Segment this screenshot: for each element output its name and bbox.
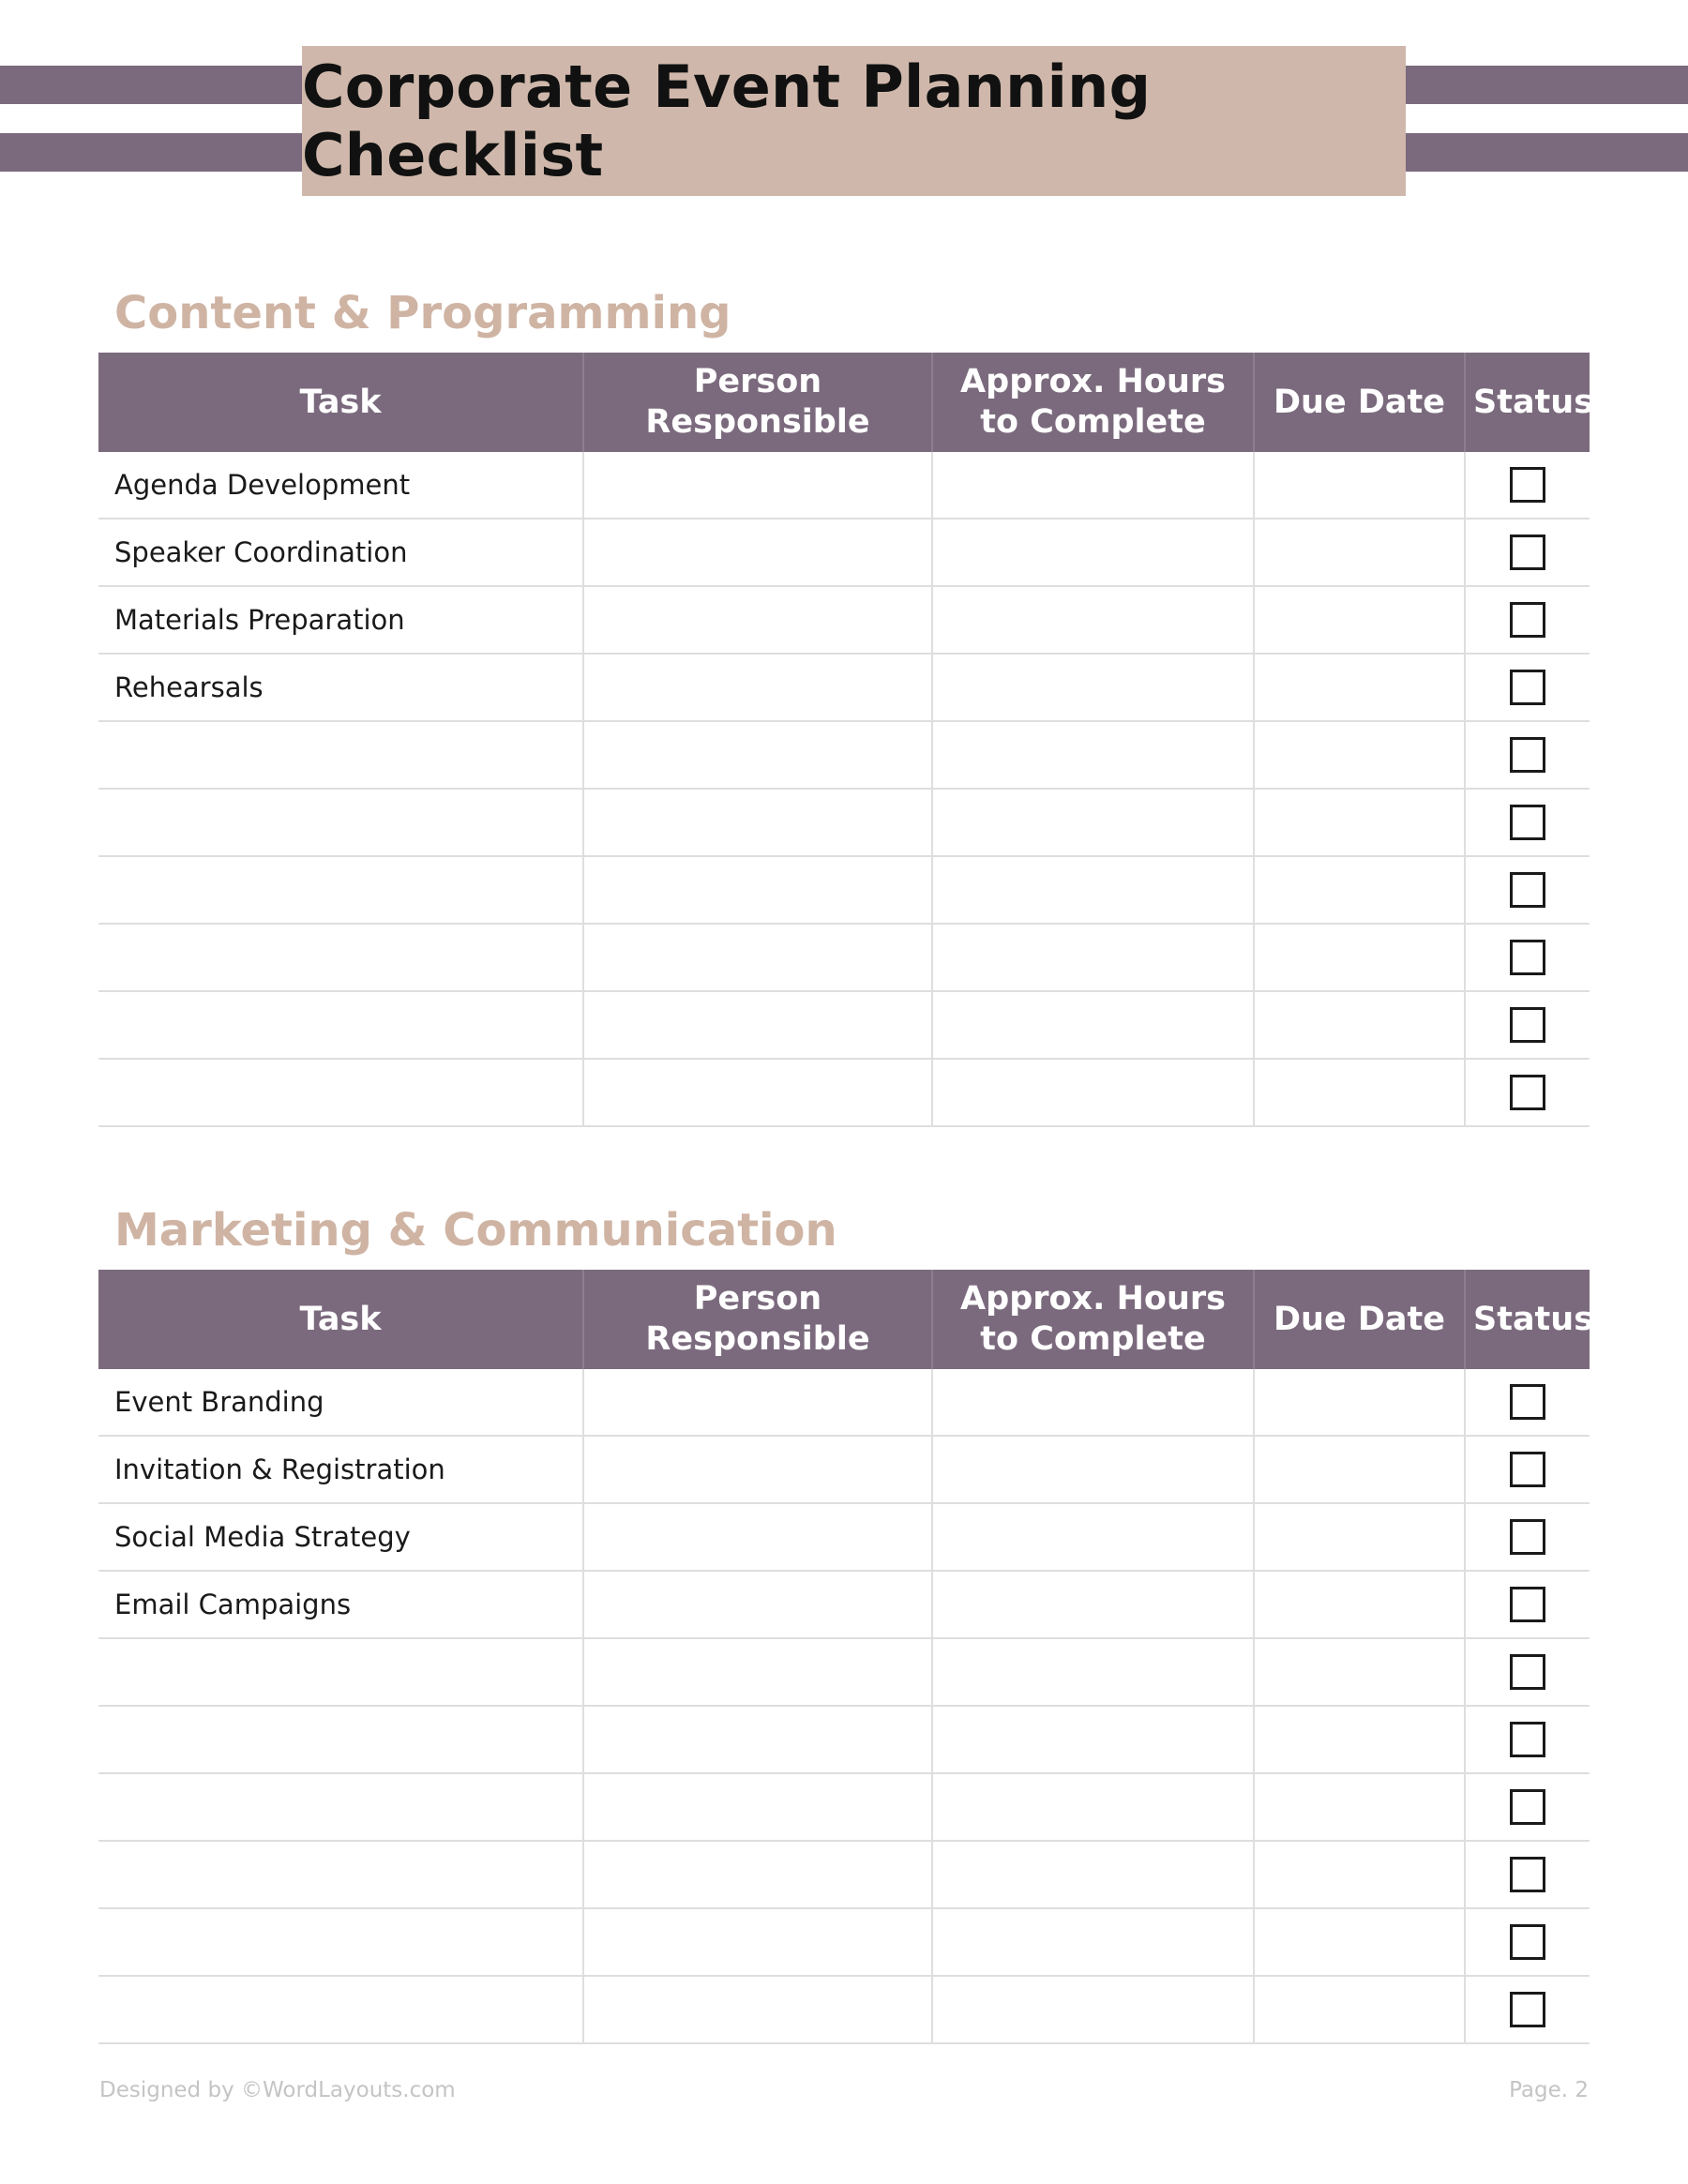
table-row	[98, 1369, 1590, 1436]
person-responsible-cell[interactable]	[583, 654, 932, 721]
table-row	[98, 1059, 1590, 1126]
status-cell	[1465, 1706, 1590, 1773]
status-checkbox[interactable]	[1510, 1007, 1545, 1043]
task-cell[interactable]	[98, 1638, 583, 1706]
status-checkbox[interactable]	[1510, 1519, 1545, 1555]
task-cell[interactable]	[98, 1059, 583, 1126]
status-checkbox[interactable]	[1510, 872, 1545, 908]
status-checkbox[interactable]	[1510, 1654, 1545, 1690]
due-date-cell[interactable]	[1254, 1773, 1465, 1841]
person-responsible-cell[interactable]	[583, 1976, 932, 2043]
status-cell	[1465, 654, 1590, 721]
approx-hours-cell[interactable]	[932, 721, 1254, 789]
checklist-table-content-programming	[98, 353, 1594, 1127]
due-date-cell[interactable]	[1254, 519, 1465, 586]
approx-hours-cell[interactable]	[932, 1841, 1254, 1908]
status-cell	[1465, 1369, 1590, 1436]
task-cell[interactable]: Rehearsals	[98, 654, 583, 721]
task-cell[interactable]: Invitation & Registration	[98, 1436, 583, 1503]
status-cell	[1465, 924, 1590, 991]
status-cell	[1465, 789, 1590, 856]
column-header-status: Status	[1465, 353, 1590, 452]
task-cell[interactable]	[98, 789, 583, 856]
approx-hours-cell[interactable]	[932, 991, 1254, 1059]
task-cell[interactable]: Social Media Strategy	[98, 1503, 583, 1571]
table-row	[98, 1436, 1590, 1503]
table-row	[98, 856, 1590, 924]
status-cell	[1465, 1436, 1590, 1503]
person-responsible-cell[interactable]	[583, 1706, 932, 1773]
status-checkbox[interactable]	[1510, 1452, 1545, 1487]
footer-credit: Designed by ©WordLayouts.com	[99, 2078, 456, 2102]
status-checkbox[interactable]	[1510, 1924, 1545, 1960]
approx-hours-cell[interactable]	[932, 519, 1254, 586]
column-header-person-responsible: Person Responsible	[583, 353, 932, 452]
person-responsible-cell[interactable]	[583, 1503, 932, 1571]
task-cell[interactable]: Agenda Development	[98, 452, 583, 519]
task-cell[interactable]	[98, 1706, 583, 1773]
due-date-cell[interactable]	[1254, 721, 1465, 789]
table-row	[98, 789, 1590, 856]
status-checkbox[interactable]	[1510, 670, 1545, 705]
due-date-cell[interactable]	[1254, 586, 1465, 654]
person-responsible-cell[interactable]	[583, 452, 932, 519]
due-date-cell[interactable]	[1254, 1059, 1465, 1126]
approx-hours-cell[interactable]	[932, 1706, 1254, 1773]
task-cell[interactable]	[98, 1976, 583, 2043]
status-checkbox[interactable]	[1510, 1384, 1545, 1420]
task-cell[interactable]	[98, 721, 583, 789]
status-cell	[1465, 1908, 1590, 1976]
status-checkbox[interactable]	[1510, 602, 1545, 638]
table-row	[98, 721, 1590, 789]
person-responsible-cell[interactable]	[583, 1841, 932, 1908]
person-responsible-cell[interactable]	[583, 924, 932, 991]
column-header-task: Task	[98, 1270, 583, 1369]
task-cell[interactable]: Email Campaigns	[98, 1571, 583, 1638]
person-responsible-cell[interactable]	[583, 1059, 932, 1126]
task-cell[interactable]	[98, 856, 583, 924]
table-row	[98, 1976, 1590, 2043]
table-row	[98, 586, 1590, 654]
status-cell	[1465, 991, 1590, 1059]
approx-hours-cell[interactable]	[932, 1369, 1254, 1436]
person-responsible-cell[interactable]	[583, 1908, 932, 1976]
due-date-cell[interactable]	[1254, 1976, 1465, 2043]
due-date-cell[interactable]	[1254, 452, 1465, 519]
person-responsible-cell[interactable]	[583, 721, 932, 789]
task-cell[interactable]	[98, 1841, 583, 1908]
due-date-cell[interactable]	[1254, 1571, 1465, 1638]
approx-hours-cell[interactable]	[932, 452, 1254, 519]
table-row	[98, 1706, 1590, 1773]
task-cell[interactable]: Event Branding	[98, 1369, 583, 1436]
person-responsible-cell[interactable]	[583, 1773, 932, 1841]
table-row	[98, 1841, 1590, 1908]
due-date-cell[interactable]	[1254, 856, 1465, 924]
task-cell[interactable]: Speaker Coordination	[98, 519, 583, 586]
status-cell	[1465, 1638, 1590, 1706]
due-date-cell[interactable]	[1254, 1706, 1465, 1773]
status-cell	[1465, 586, 1590, 654]
column-header-approx-hours: Approx. Hours to Complete	[932, 353, 1254, 452]
person-responsible-cell[interactable]	[583, 856, 932, 924]
due-date-cell[interactable]	[1254, 924, 1465, 991]
table-row	[98, 1571, 1590, 1638]
person-responsible-cell[interactable]	[583, 519, 932, 586]
section-title-content-programming: Content & Programming	[114, 287, 731, 339]
status-cell	[1465, 721, 1590, 789]
task-cell[interactable]	[98, 1908, 583, 1976]
due-date-cell[interactable]	[1254, 1841, 1465, 1908]
approx-hours-cell[interactable]	[932, 1503, 1254, 1571]
approx-hours-cell[interactable]	[932, 586, 1254, 654]
status-checkbox[interactable]	[1510, 1789, 1545, 1825]
status-checkbox[interactable]	[1510, 1722, 1545, 1757]
table-row	[98, 991, 1590, 1059]
header-stripe-left-bottom	[0, 133, 342, 172]
status-cell	[1465, 519, 1590, 586]
status-cell	[1465, 1976, 1590, 2043]
due-date-cell[interactable]	[1254, 1503, 1465, 1571]
column-header-approx-hours: Approx. Hours to Complete	[932, 1270, 1254, 1369]
table-row	[98, 1638, 1590, 1706]
person-responsible-cell[interactable]	[583, 1369, 932, 1436]
column-header-due-date: Due Date	[1254, 353, 1465, 452]
status-cell	[1465, 1841, 1590, 1908]
table-row	[98, 1908, 1590, 1976]
status-checkbox[interactable]	[1510, 737, 1545, 773]
footer-page-number: Page. 2	[1509, 2078, 1589, 2102]
status-checkbox[interactable]	[1510, 940, 1545, 975]
approx-hours-cell[interactable]	[932, 1638, 1254, 1706]
approx-hours-cell[interactable]	[932, 1059, 1254, 1126]
table-row	[98, 654, 1590, 721]
due-date-cell[interactable]	[1254, 1908, 1465, 1976]
approx-hours-cell[interactable]	[932, 856, 1254, 924]
person-responsible-cell[interactable]	[583, 1571, 932, 1638]
approx-hours-cell[interactable]	[932, 654, 1254, 721]
status-checkbox[interactable]	[1510, 1587, 1545, 1622]
approx-hours-cell[interactable]	[932, 1773, 1254, 1841]
due-date-cell[interactable]	[1254, 1638, 1465, 1706]
column-header-due-date: Due Date	[1254, 1270, 1465, 1369]
table-row	[98, 1773, 1590, 1841]
table-row	[98, 1503, 1590, 1571]
approx-hours-cell[interactable]	[932, 1571, 1254, 1638]
checklist-table-marketing-communication	[98, 1270, 1594, 2044]
person-responsible-cell[interactable]	[583, 1436, 932, 1503]
person-responsible-cell[interactable]	[583, 991, 932, 1059]
status-checkbox[interactable]	[1510, 805, 1545, 840]
status-cell	[1465, 1773, 1590, 1841]
approx-hours-cell[interactable]	[932, 789, 1254, 856]
status-cell	[1465, 1571, 1590, 1638]
task-cell[interactable]	[98, 924, 583, 991]
person-responsible-cell[interactable]	[583, 586, 932, 654]
status-cell	[1465, 1503, 1590, 1571]
table-row	[98, 924, 1590, 991]
status-cell	[1465, 452, 1590, 519]
table-header-row	[98, 1270, 1590, 1369]
approx-hours-cell[interactable]	[932, 1436, 1254, 1503]
status-checkbox[interactable]	[1510, 1992, 1545, 2027]
title-banner	[302, 46, 1406, 196]
table-row	[98, 519, 1590, 586]
status-checkbox[interactable]	[1510, 1075, 1545, 1110]
status-checkbox[interactable]	[1510, 1857, 1545, 1892]
approx-hours-cell[interactable]	[932, 924, 1254, 991]
due-date-cell[interactable]	[1254, 991, 1465, 1059]
due-date-cell[interactable]	[1254, 789, 1465, 856]
status-checkbox[interactable]	[1510, 467, 1545, 503]
status-cell	[1465, 1059, 1590, 1126]
due-date-cell[interactable]	[1254, 1436, 1465, 1503]
status-cell	[1465, 856, 1590, 924]
page-title: Corporate Event Planning Checklist	[302, 53, 1152, 189]
task-cell[interactable]	[98, 1773, 583, 1841]
table-row	[98, 452, 1590, 519]
task-cell[interactable]	[98, 991, 583, 1059]
header-stripe-right-bottom	[1368, 133, 1688, 172]
due-date-cell[interactable]	[1254, 1369, 1465, 1436]
approx-hours-cell[interactable]	[932, 1908, 1254, 1976]
section-title-marketing-communication: Marketing & Communication	[114, 1204, 837, 1257]
approx-hours-cell[interactable]	[932, 1976, 1254, 2043]
status-checkbox[interactable]	[1510, 535, 1545, 570]
table-header-row	[98, 353, 1590, 452]
column-header-task: Task	[98, 353, 583, 452]
header-stripe-right-top	[1368, 66, 1688, 104]
task-cell[interactable]: Materials Preparation	[98, 586, 583, 654]
person-responsible-cell[interactable]	[583, 1638, 932, 1706]
header-stripe-left-top	[0, 66, 342, 104]
person-responsible-cell[interactable]	[583, 789, 932, 856]
column-header-person-responsible: Person Responsible	[583, 1270, 932, 1369]
column-header-status: Status	[1465, 1270, 1590, 1369]
due-date-cell[interactable]	[1254, 654, 1465, 721]
